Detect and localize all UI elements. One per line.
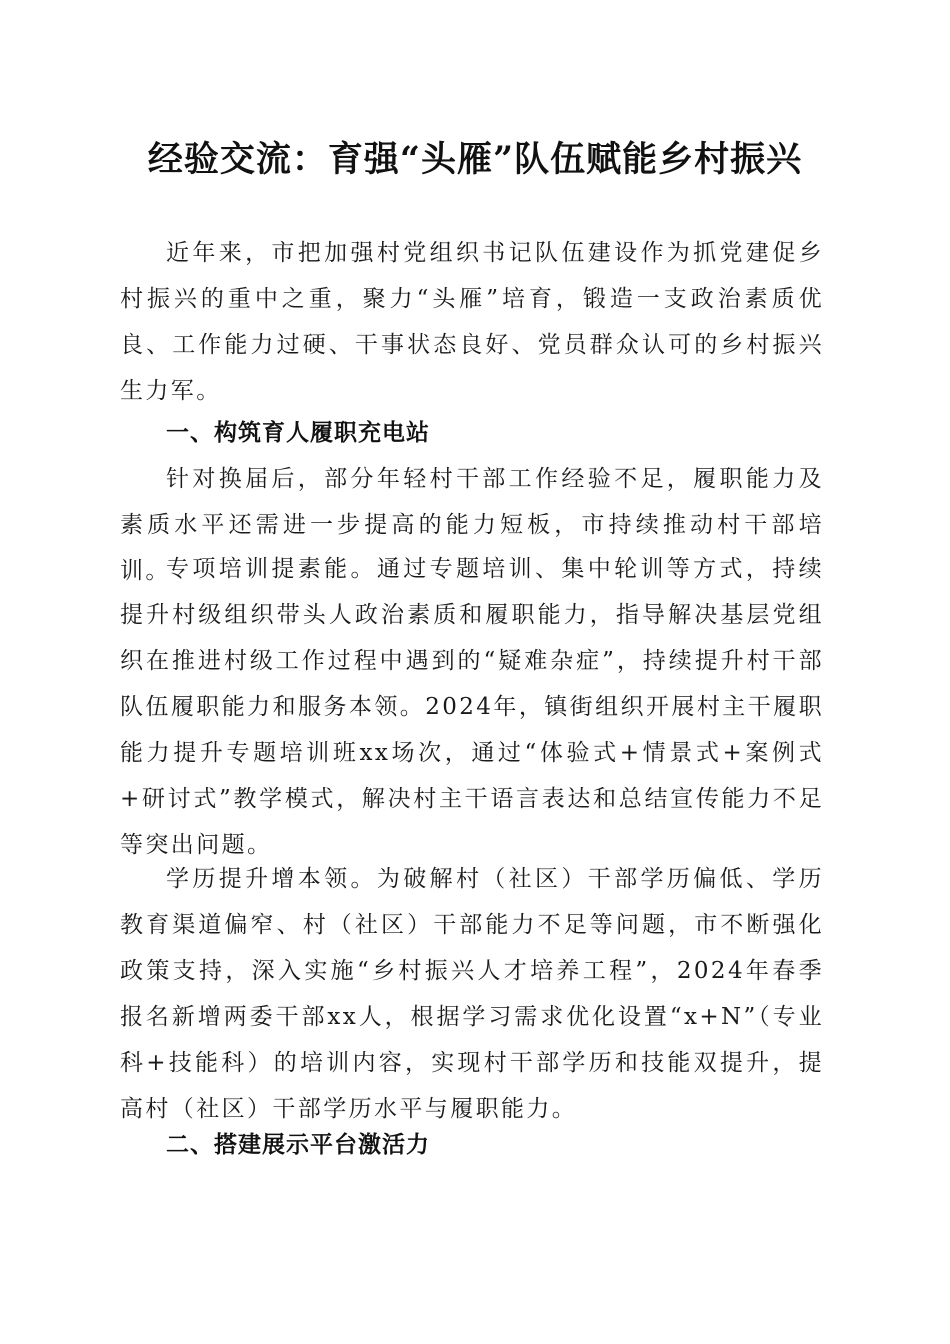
intro-paragraph: 近年来，市把加强村党组织书记队伍建设作为抓党建促乡村振兴的重中之重，聚力“头雁”培育，锻造一支政治素质优良、工作能力过硬、干事状态良好、党员群众认可的乡村振兴生力军。 <box>120 240 824 404</box>
section1-paragraph-1: 针对换届后，部分年轻村干部工作经验不足，履职能力及素质水平还需进一步提高的能力短板，市持续推动村干部培训。 <box>120 466 824 584</box>
document-title: 经验交流：育强“头雁”队伍赋能乡村振兴 <box>147 139 803 180</box>
section-heading-2: 二、搭建展示平台激活力 <box>166 1132 430 1158</box>
section1-paragraph-2: 专项培训提素能。通过专题培训、集中轮训等方式，持续提升村级组织带头人政治素质和履职能力，指导解决基层党组织在推进村级工作过程中遇到的“疑难杂症”，持续提升村干部队伍履职能力和服务本领。2024年，镇街组织开展村主干履职能力提升专题培训班xx场次，通过“体验式+情景式+案例式+研讨式”教学模式，解决村主干语言表达和总结宣传能力不足等突出问题。 <box>120 556 824 858</box>
section-heading-1: 一、构筑育人履职充电站 <box>166 420 430 446</box>
section1-paragraph-3: 学历提升增本领。为破解村（社区）干部学历偏低、学历教育渠道偏窄、村（社区）干部能力不足等问题，市不断强化政策支持，深入实施“乡村振兴人才培养工程”，2024年春季报名新增两委干部xx人，根据学习需求优化设置“x+N”（专业科+技能科）的培训内容，实现村干部学历和技能双提升，提高村（社区）干部学历水平与履职能力。 <box>120 866 824 1122</box>
